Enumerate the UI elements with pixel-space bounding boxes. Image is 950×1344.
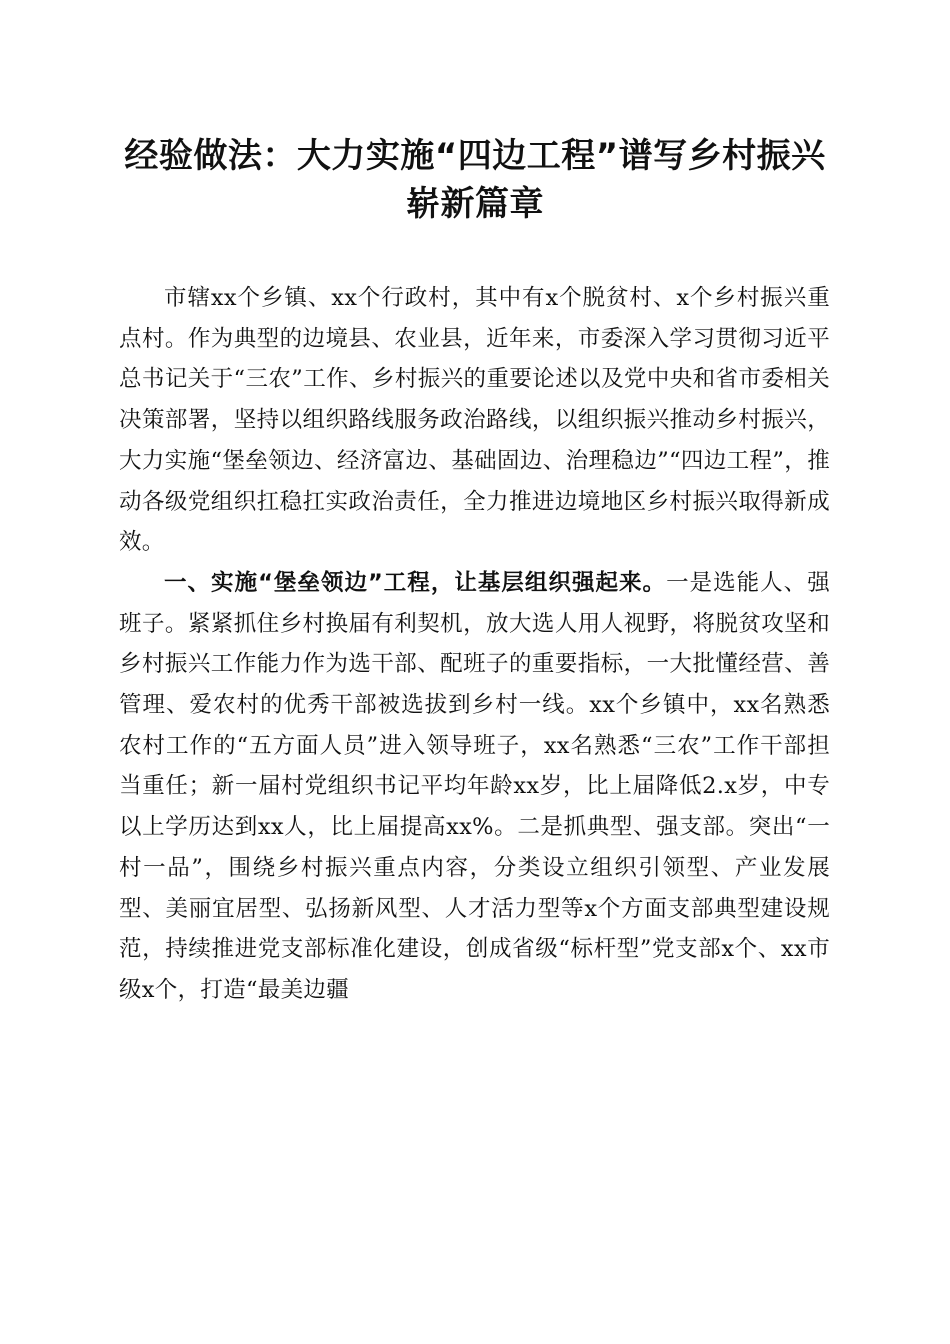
section-one-heading: 一、实施“堡垒领边”工程，让基层组织强起来。 <box>164 569 667 596</box>
section-one-text: 一是选能人、强班子。紧紧抓住乡村换届有利契机，放大选人用人视野，将脱贫攻坚和乡村振兴工作能力作为选干部、配班子的重要指标，一大批懂经营、善管理、爱农村的优秀干部被选拔到乡村一线。xx个乡镇中，xx名熟悉农村工作的“五方面人员”进入领导班子，xx名熟悉“三农”工作干部担当重任；新一届村党组织书记平均年龄xx岁，比上届降低2.x岁，中专以上学历达到xx人，比上届提高xx%。二是抓典型、强支部。突出“一村一品”，围绕乡村振兴重点内容，分类设立组织引领型、产业发展型、美丽宜居型、弘扬新风型、人才活力型等x个方面支部典型建设规范，持续推进党支部标准化建设，创成省级“标杆型”党支部x个、xx市级x个，打造“最美边疆 <box>119 569 830 1003</box>
intro-paragraph-text: 市辖xx个乡镇、xx个行政村，其中有x个脱贫村、x个乡村振兴重点村。作为典型的边境县、农业县，近年来，市委深入学习贯彻习近平总书记关于“三农”工作、乡村振兴的重要论述以及党中央和省市委相关决策部署，坚持以组织路线服务政治路线，以组织振兴推动乡村振兴，大力实施“堡垒领边、经济富边、基础固边、治理稳边”“四边工程”，推动各级党组织扛稳扛实政治责任，全力推进边境地区乡村振兴取得新成效。 <box>119 285 830 556</box>
document-body <box>119 278 830 1011</box>
section-one-paragraph <box>119 563 830 1011</box>
document-title: 经验做法：大力实施“四边工程”谱写乡村振兴崭新篇章 <box>124 136 826 224</box>
intro-paragraph <box>119 278 830 563</box>
